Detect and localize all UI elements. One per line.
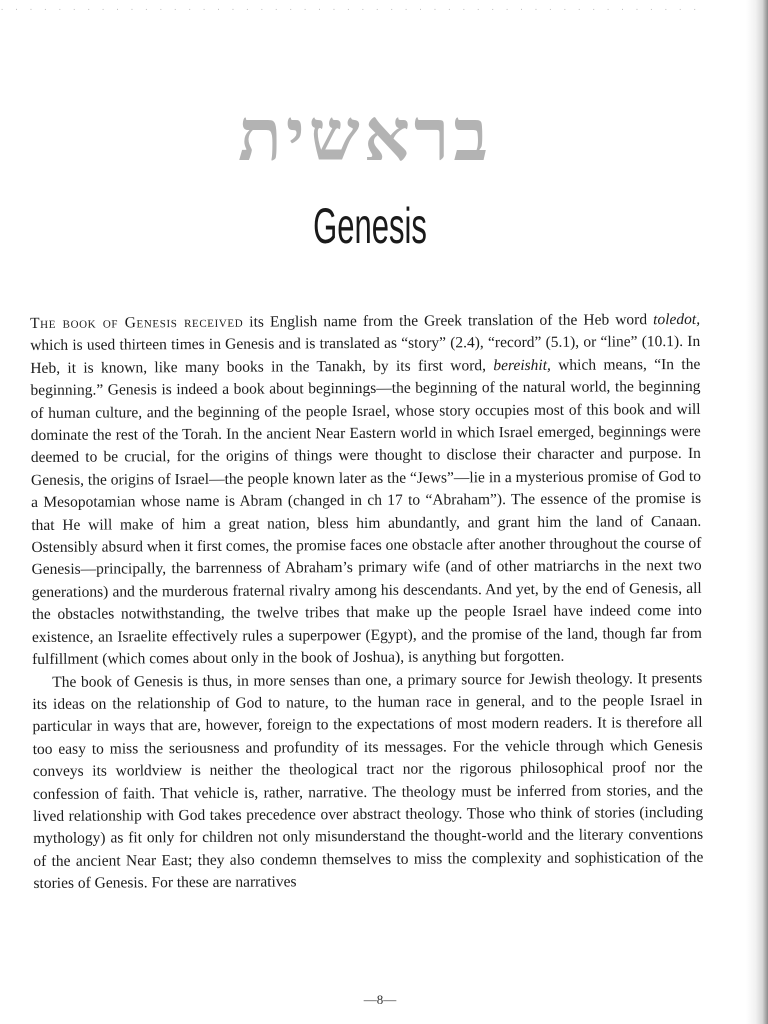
scan-specks: · · · · · · · · · · · · · · · · · · · · · · · · · · · · · · · · · · · · · · · · · · · · · · · · ·	[0, 6, 700, 14]
paragraph-1-term-toledot: toledot,	[653, 310, 701, 329]
hebrew-title: בראשית	[237, 92, 493, 177]
paragraph-1-text-b: which is used thirteen times in Genesis and is translated as “story” (2.4), “record” (5.1), or “line” (10.1). In Heb, it is known, like many books in the Tanakh, by its first word,	[30, 333, 701, 377]
paragraph-2	[32, 667, 703, 895]
lead-in: The book of Genesis received	[30, 313, 244, 332]
paragraph-1-term-bereishit: bereishit,	[493, 356, 551, 374]
page-title: Genesis	[313, 198, 427, 254]
paragraph-1	[30, 309, 702, 672]
page-number: —8—	[363, 992, 397, 1007]
page-edge-shadow	[746, 0, 768, 1024]
paragraph-1-text-c: which means, “In the beginning.” Genesis is indeed a book about beginnings—the beginning of the natural world, the beginning of human culture, and the beginning of the people Israel, whose story occupies most of this book and will dominate the rest of the Torah. In the ancient Near Eastern world in which Israel emerged, beginnings were deemed to be crucial, for the origins of things were thought to disclose their character and purpose. In Genesis, the origins of Israel—the people known later as the “Jews”—lie in a mysterious promise of God to a Mesopotamian whose name is Abram (changed in ch 17 to “Abraham”). The essence of the promise is that He will make of him a great nation, bless him abundantly, and grant him the land of Canaan. Ostensibly absurd when it first comes, the promise faces one obstacle after another throughout the course of Genesis—principally, the barrenness of Abraham’s primary wife (and of other matriarchs in the next two generations) and the murderous fraternal rivalry among his descendants. And yet, by the end of Genesis, all the obstacles notwithstanding, the twelve tribes that make up the people Israel have indeed come into existence, an Israelite effectively rules a superpower (Egypt), and the promise of the land, though far from fulfillment (which comes about only in the book of Joshua), is anything but forgotten.	[30, 355, 703, 669]
paragraph-2-text: The book of Genesis is thus, in more senses than one, a primary source for Jewish theology. It presents its ideas on the relationship of God to nature, to the human race in general, and to the people Israel in particular in ways that are, however, foreign to the expectations of most modern readers. It is therefore all too easy to miss the seriousness and profundity of its messages. For the vehicle through which Genesis conveys its worldview is neither the theological tract nor the rigorous philosophical proof nor the confession of faith. That vehicle is, rather, narrative. The theology must be inferred from stories, and the lived relationship with God takes precedence over abstract theology. Those who think of stories (including mythology) as fit only for children not only misunderstand the thought-world and the literary conventions of the ancient Near East; they also condemn themselves to miss the complexity and sophistication of the stories of Genesis. For these are narratives	[32, 669, 704, 893]
paragraph-1-text-a: its English name from the Greek translation of the Heb word	[243, 311, 654, 331]
body-text	[30, 309, 704, 896]
